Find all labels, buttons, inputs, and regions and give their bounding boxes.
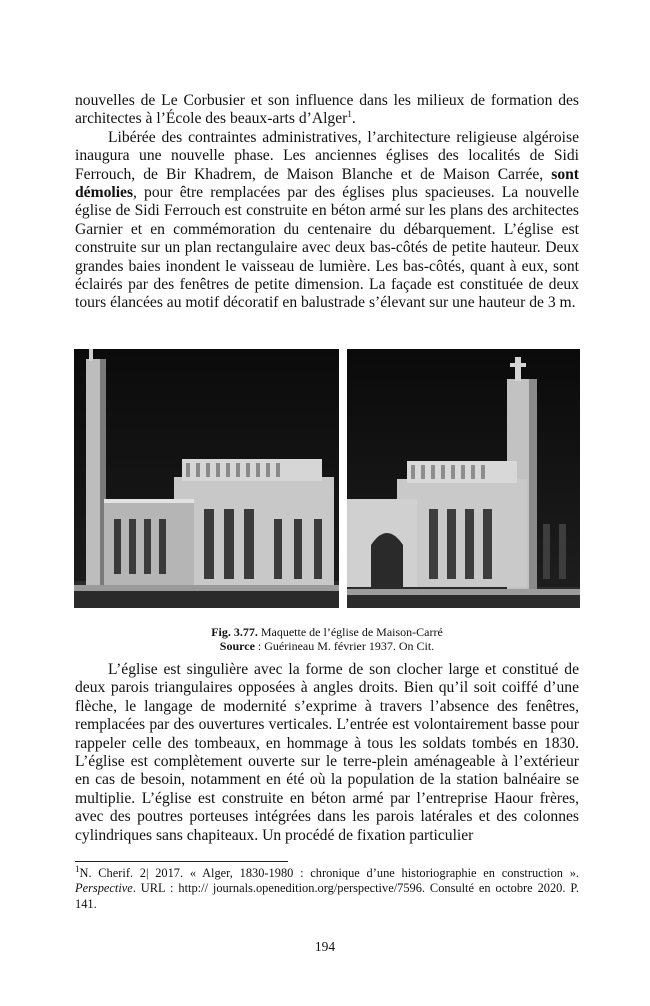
figure-caption [75, 625, 579, 639]
body-text-bottom [75, 661, 579, 845]
body-text-top [75, 92, 579, 313]
paragraph-2: Libérée des contraintes administratives, l’architecture religieuse algéroise inaugura une nouvelle phase. Les anciennes églises des localités de Sidi Ferrouch, de Bir Khadrem, de Maison Blanche et de Maison Carrée, sont démolies, pour être remplacées par des églises plus spacieuses. La nouvelle église de Sidi Ferrouch est construite en béton armé sur les plans des architectes Garnier et en commémoration du centenaire du débarquement. L’église est construite sur un plan rectangulaire avec deux bas-côtés de petite hauteur. Deux grandes baies inondent le vaisseau de lumière. Les bas-côtés, quant à eux, sont éclairés par des fenêtres de petite dimension. La façade est constituée de deux tours élancées au motif décoratif en balustrade s’élevant sur une hauteur de 3 m. [75, 128, 579, 312]
photo-model-right [347, 349, 580, 608]
footnote-ref[interactable]: 1 [347, 109, 352, 120]
church-model-right-image [347, 349, 580, 608]
footnote-number: 1 [75, 863, 80, 874]
page-number: 194 [314, 939, 336, 954]
paragraph-1: nouvelles de Le Corbusier et son influence dans les milieux de formation des architectes à l’École des beaux-arts d’Alger$^1$. [75, 92, 579, 128]
footnote: $^1$N. Cherif. 2| 2017. « Alger, 1830-1980 : chronique d’une historiographie en construction ». Perspective. URL : http:// journals.openedition.org/perspective/7596. Consulté en octobre 2020. P. 141. [75, 863, 579, 911]
photo-model-left [74, 349, 339, 608]
figure-source [75, 639, 579, 653]
source-text: : Guérineau M. février 1937. On Cit. [254, 639, 435, 653]
source-label: Source [219, 639, 255, 653]
paragraph-3: L’église est singulière avec la forme de son clocher large et constitué de deux parois triangulaires opposées à angles droits. Bien qu’il soit coiffé d’une flèche, le langage de modernité s’exprime à travers l’absence des fenêtres, remplacées par des ouvertures verticales. L’entrée est volontairement basse pour rappeler celle des tombeaux, en hommage à tous les soldats tombés en 1830. L’église est complètement ouverte sur le terre-plein aménageable à l’extérieur en cas de besoin, notamment en été où la population de la station balnéaire se multiplie. L’église est construite en béton armé par l’entreprise Haour frères, avec des poutres porteuses intégrées dans les parois latérales et des colonnes cylindriques sans chapiteaux. Un procédé de fixation particulier [75, 661, 579, 844]
bold-emphasis: sont démolies [75, 165, 579, 202]
figure-photos [74, 349, 580, 608]
church-model-left-image [74, 349, 339, 608]
figure-label: Fig. 3.77. [211, 625, 258, 639]
footnote-journal: Perspective [75, 881, 133, 896]
footnote-divider [75, 861, 288, 862]
figure-title: Maquette de l’église de Maison-Carré [257, 625, 443, 639]
